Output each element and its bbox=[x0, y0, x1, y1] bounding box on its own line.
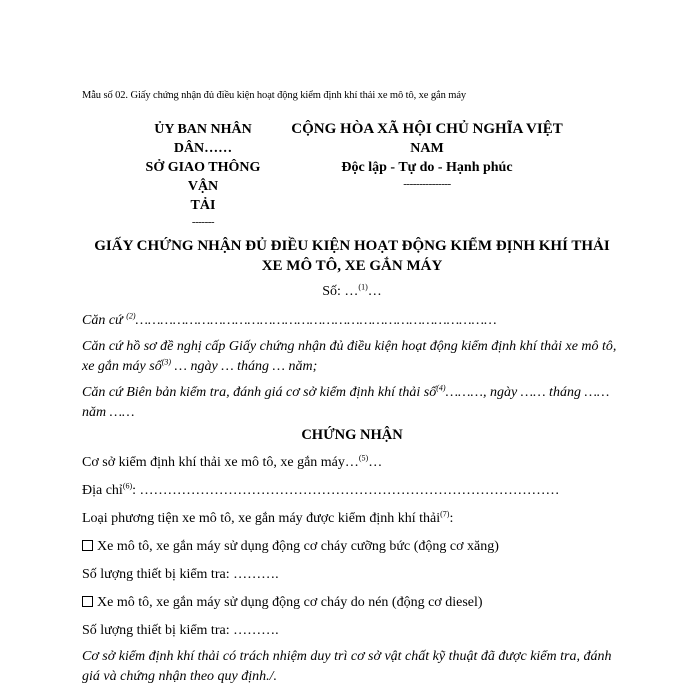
basis-1 bbox=[82, 311, 617, 331]
basis-1-note: (2) bbox=[126, 311, 136, 321]
basis-3-note: (4) bbox=[436, 383, 446, 393]
vehicle-types-note: (7) bbox=[440, 509, 450, 519]
basis-3-text: Căn cứ Biên bản kiểm tra, đánh giá cơ sở kiểm định khí thải số bbox=[82, 385, 437, 400]
title-line-2: XE MÔ TÔ, XE GẮN MÁY bbox=[261, 258, 443, 274]
address-label: Địa chỉ bbox=[82, 483, 123, 498]
petrol-checkbox[interactable] bbox=[82, 540, 93, 551]
motto-separator: --------------- bbox=[403, 178, 451, 190]
address-line bbox=[82, 481, 617, 501]
country-name-line-1: CỘNG HÒA XÃ HỘI CHỦ NGHĨA VIỆT bbox=[291, 121, 563, 137]
address-note: (6) bbox=[122, 481, 133, 491]
basis-1-dots: …………………………………………………………………………… bbox=[135, 313, 497, 328]
petrol-device-count: Số lượng thiết bị kiểm tra: ………. bbox=[82, 567, 279, 582]
basis-3-rest: ………, ngày …… tháng …… năm …… bbox=[82, 385, 610, 420]
authority-line-1: ỦY BAN NHÂN DÂN…… bbox=[154, 122, 252, 156]
number-suffix: … bbox=[367, 284, 382, 299]
number-note: (1) bbox=[358, 282, 368, 292]
title-line-1: GIẤY CHỨNG NHẬN ĐỦ ĐIỀU KIỆN HOẠT ĐỘNG KIỂM ĐỊNH KHÍ THẢI bbox=[94, 238, 610, 254]
document-number bbox=[82, 284, 622, 300]
basis-2-rest: … ngày … tháng … năm; bbox=[171, 359, 318, 374]
national-motto bbox=[282, 120, 572, 191]
facility-line bbox=[82, 453, 617, 473]
diesel-label: Xe mô tô, xe gắn máy sử dụng động cơ cháy do nén (động cơ diesel) bbox=[97, 595, 483, 610]
facility-suffix: … bbox=[368, 455, 383, 470]
diesel-checkbox[interactable] bbox=[82, 596, 93, 607]
vehicle-types-label: Loại phương tiện xe mô tô, xe gắn máy được kiểm định khí thải bbox=[82, 511, 441, 526]
certify-heading: CHỨNG NHẬN bbox=[301, 427, 403, 443]
vehicle-types-suffix: : bbox=[449, 511, 454, 526]
facility-label: Cơ sở kiểm định khí thải xe mô tô, xe gắn máy… bbox=[82, 455, 359, 470]
country-name-line-2: NAM bbox=[410, 141, 444, 156]
authority-line-2: SỞ GIAO THÔNG VẬN bbox=[145, 160, 261, 194]
basis-1-text: Căn cứ bbox=[82, 313, 123, 328]
petrol-label: Xe mô tô, xe gắn máy sử dụng động cơ cháy cưỡng bức (động cơ xăng) bbox=[97, 539, 499, 554]
document-title bbox=[82, 236, 622, 276]
issuing-authority bbox=[138, 120, 268, 229]
basis-2-text: Căn cứ hồ sơ đề nghị cấp Giấy chứng nhận đủ điều kiện hoạt động kiểm định khí thải xe mô tô, xe gắn máy số bbox=[82, 339, 617, 374]
diesel-device-count: Số lượng thiết bị kiểm tra: ………. bbox=[82, 623, 279, 638]
form-number: Mẫu số 02. Giấy chứng nhận đủ điều kiện hoạt động kiểm định khí thải xe mô tô, xe gắn máy bbox=[82, 90, 467, 101]
basis-2-note: (3) bbox=[161, 357, 172, 367]
authority-separator: ------- bbox=[191, 216, 215, 228]
option-diesel[interactable] bbox=[82, 593, 617, 613]
motto: Độc lập - Tự do - Hạnh phúc bbox=[341, 160, 513, 175]
number-prefix: Số: … bbox=[322, 284, 359, 299]
basis-3 bbox=[82, 383, 617, 423]
address-dots: : ……………………………………………………………………………… bbox=[132, 483, 560, 498]
option-petrol[interactable] bbox=[82, 537, 617, 557]
closing-statement: Cơ sở kiểm định khí thải có trách nhiệm duy trì cơ sở vật chất kỹ thuật đã được kiểm tra, đánh giá và chứng nhận theo quy định./. bbox=[82, 649, 612, 684]
basis-2 bbox=[82, 337, 617, 377]
vehicle-types-line bbox=[82, 509, 617, 529]
facility-note: (5) bbox=[358, 453, 369, 463]
authority-line-3: TẢI bbox=[190, 198, 216, 213]
